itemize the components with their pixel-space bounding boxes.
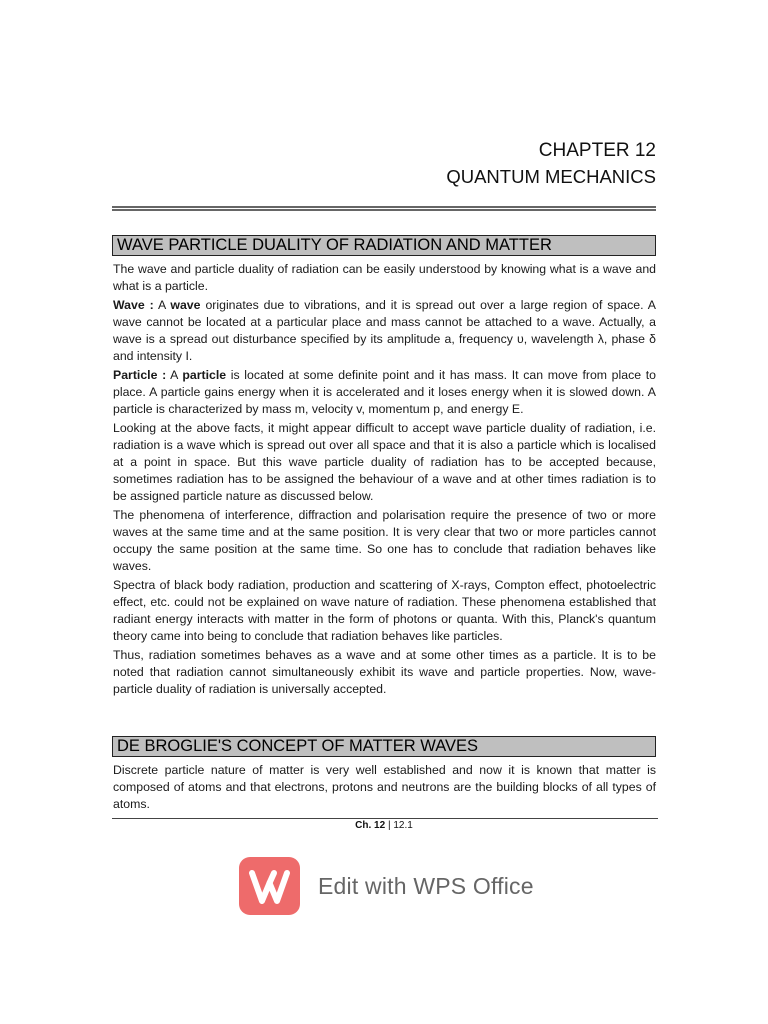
intro-paragraph: The wave and particle duality of radiation can be easily understood by knowing what is a wave and what is a particle. — [113, 262, 656, 293]
thus-paragraph: Thus, radiation sometimes behaves as a wave and at some other times as a particle. It is to be noted that radiation cannot simultaneously exhibit its wave and particle properties. Now, wave-particle duality of radiation is universally accepted. — [113, 648, 656, 696]
section-heading-de-broglie: DE BROGLIE'S CONCEPT OF MATTER WAVES — [112, 736, 656, 757]
section-body-wave-particle-duality — [113, 261, 656, 698]
wps-edit-label: Edit with WPS Office — [318, 872, 534, 899]
chapter-number: CHAPTER 12 — [538, 140, 656, 161]
footer-separator: | — [385, 820, 394, 831]
wps-edit-banner[interactable] — [239, 857, 534, 915]
particle-label: Particle : — [113, 368, 167, 382]
wave-label: Wave : — [113, 298, 154, 312]
particle-definition: is located at some definite point and it has mass. It can move from place to place. A particle gains energy when it is accelerated and it loses energy when it is slowed down. A particle is characterized by mass m, velocity v, momentum p, and energy E. — [113, 368, 656, 416]
particle-term: particle — [182, 368, 227, 382]
spectra-paragraph: Spectra of black body radiation, production and scattering of X-rays, Compton effect, photoelectric effect, etc. could not be explained on wave nature of radiation. These phenomena established that radiant energy interacts with matter in the form of photons or quanta. With this, Planck's quantum theory came into being to conclude that radiation behaves like particles. — [113, 578, 656, 643]
phenomena-paragraph: The phenomena of interference, diffraction and polarisation require the presence of two or more waves at the same time and at the same position. It is very clear that two or more particles cannot occupy the same position at the same time. So one has to conclude that radiation behaves like waves. — [113, 508, 656, 573]
page-footer — [0, 819, 768, 832]
chapter-header — [446, 139, 656, 190]
chapter-title: QUANTUM MECHANICS — [446, 166, 656, 187]
section-heading-wave-particle-duality: WAVE PARTICLE DUALITY OF RADIATION AND MATTER — [112, 235, 656, 256]
footer-page-ref: 12.1 — [393, 820, 413, 831]
footer-chapter-ref: Ch. 12 — [355, 820, 386, 831]
wave-paragraph — [113, 297, 656, 365]
wave-term: wave — [170, 298, 201, 312]
particle-article: A — [170, 368, 178, 382]
de-broglie-paragraph: Discrete particle nature of matter is very well established and now it is known that matter is composed of atoms and that electrons, protons and neutrons are the building blocks of all types of atoms. — [113, 763, 656, 811]
wave-article: A — [157, 298, 166, 312]
section-body-de-broglie — [113, 762, 656, 813]
wps-office-logo-icon — [239, 857, 300, 915]
wave-definition: originates due to vibrations, and it is spread out over a large region of space. A wave cannot be located at a particular place and mass cannot be attached to a wave. Actually, a wave is a spread out disturbance specified by its amplitude a, frequency υ, wavelength λ, phase δ and intensity I. — [113, 298, 656, 363]
wps-logo-glyph — [239, 857, 300, 915]
looking-paragraph: Looking at the above facts, it might appear difficult to accept wave particle duality of radiation, i.e. radiation is a wave which is spread out over all space and that it is also a particle which is localised at a point in space. But this wave particle duality of radiation has to be accepted because, sometimes radiation has to be assigned the behaviour of a wave and at other times radiation is to be assigned particle nature as discussed below. — [113, 421, 656, 503]
header-double-rule — [112, 206, 656, 211]
particle-paragraph — [113, 367, 656, 418]
